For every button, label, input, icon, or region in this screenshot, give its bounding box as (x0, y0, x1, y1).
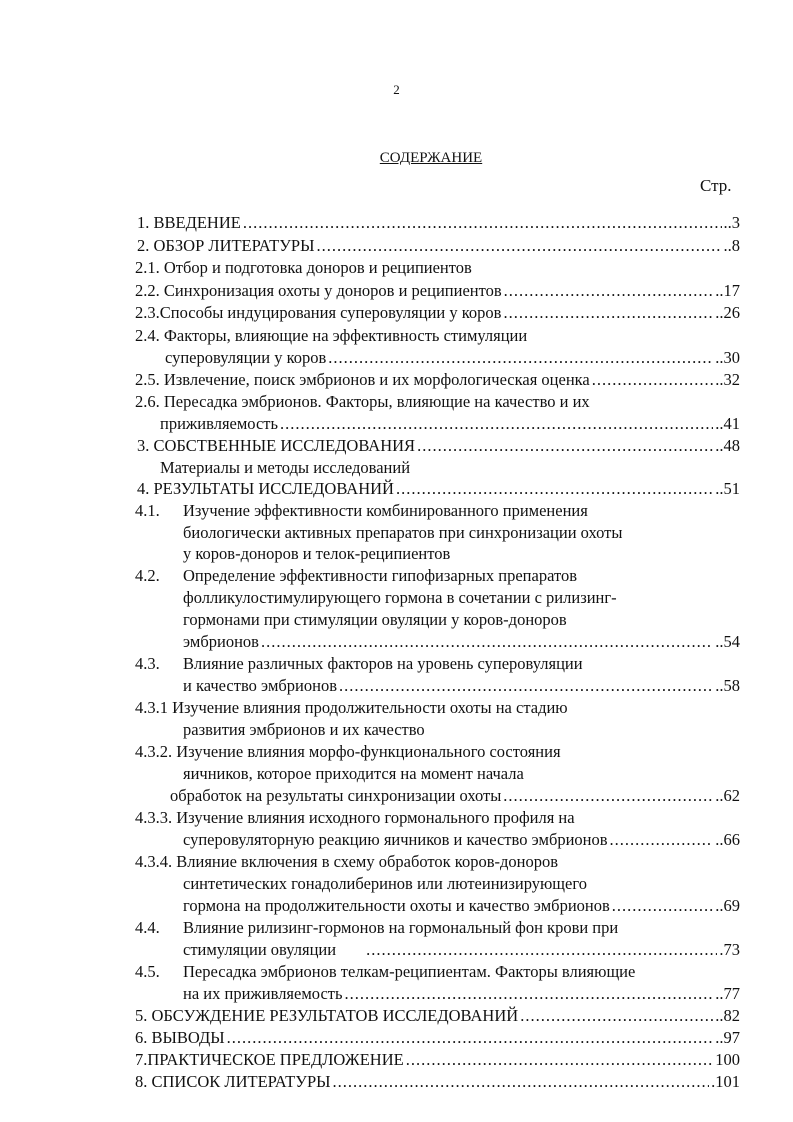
toc-entry-text: Изучение эффективности комбинированного применения (183, 501, 588, 520)
toc-entry (183, 609, 740, 631)
toc-entry-page: ..17 (715, 281, 740, 300)
toc-entry-text: гормонами при стимуляции овуляции у коров-доноров (183, 610, 567, 629)
toc-entry-text: суперовуляции у коров (165, 348, 327, 367)
toc-entry-text: стимуляции овуляции (183, 940, 337, 959)
toc-entry-text: суперовуляторную реакцию яичников и качество эмбрионов (183, 830, 608, 849)
toc-entry-page: 100 (715, 1050, 740, 1069)
toc-entry (183, 675, 740, 697)
toc-entry-page: ..51 (715, 479, 740, 498)
toc-entry-number: 4.2. (135, 566, 160, 585)
toc-entry-number: 4.1. (135, 501, 160, 520)
toc-entry-page: ..82 (715, 1006, 740, 1025)
toc-entry-text: 3. СОБСТВЕННЫЕ ИССЛЕДОВАНИЯ (137, 436, 416, 455)
toc-entry-page: ..69 (715, 896, 740, 915)
toc-entry (170, 785, 740, 807)
toc-entry (135, 280, 740, 302)
toc-entry (165, 347, 740, 369)
toc-entry (183, 631, 740, 653)
toc-entry-page: ..8 (723, 236, 740, 255)
toc-entry-page: .101 (711, 1072, 740, 1091)
page-number: 2 (393, 82, 400, 97)
toc-entry-page: ..97 (715, 1028, 740, 1047)
toc-entry-text: 4.3.3. Изучение влияния исходного гормонального профиля на (135, 808, 575, 827)
toc-entry-text: гормона на продолжительности охоты и качество эмбрионов (183, 896, 610, 915)
toc-entry-page: ..30 (715, 348, 740, 367)
toc-entry-text: 7.ПРАКТИЧЕСКОЕ ПРЕДЛОЖЕНИЕ (135, 1050, 404, 1069)
toc-entry-number: 4.4. (135, 918, 160, 937)
toc-entry-text: яичников, которое приходится на момент начала (183, 764, 524, 783)
toc-entry (135, 1027, 740, 1049)
toc-entry (135, 1071, 740, 1093)
toc-entry-page: .73 (719, 940, 740, 959)
toc-entry-text: Определение эффективности гипофизарных препаратов (183, 566, 578, 585)
toc-entry-text: на их приживляемость (183, 984, 343, 1003)
toc-entry-text: биологически активных препаратов при синхронизации охоты (183, 523, 623, 542)
toc-entry-text: Влияние рилизинг-гормонов на гормональный фон крови при (183, 918, 619, 937)
toc-entry (135, 851, 740, 873)
toc-entry-text: Материалы и методы исследований (160, 458, 411, 477)
toc-entry-text: развития эмбрионов и их качество (183, 720, 425, 739)
toc-entry (160, 413, 740, 435)
toc-entry-text: 2.6. Пересадка эмбрионов. Факторы, влияющие на качество и их (135, 392, 590, 411)
toc-entry-text: Пересадка эмбрионов телкам-реципиентам. Факторы влияющие (183, 962, 636, 981)
toc-entry (135, 565, 740, 587)
toc-entry-page: ..48 (715, 436, 740, 455)
toc-entry (183, 983, 740, 1005)
toc-entry-page: ..58 (715, 676, 740, 695)
toc-entry-page: ..41 (715, 414, 740, 433)
toc-entry-text: обработок на результаты синхронизации охоты (170, 786, 502, 805)
toc-title: СОДЕРЖАНИЕ (379, 150, 483, 166)
toc-entry-page: ..66 (715, 830, 740, 849)
toc-entry (183, 873, 740, 895)
toc-entry-text: Влияние различных факторов на уровень суперовуляции (183, 654, 583, 673)
toc-entry-text: 4.3.2. Изучение влияния морфо-функционального состояния (135, 742, 561, 761)
toc-entry (137, 478, 740, 500)
toc-entry-text: 5. ОБСУЖДЕНИЕ РЕЗУЛЬТАТОВ ИССЛЕДОВАНИЙ (135, 1006, 519, 1025)
toc-entry (135, 391, 740, 413)
toc-entry-text: фолликулостимулирующего гормона в сочетании с рилизинг- (183, 588, 617, 607)
toc-entry-text: и качество эмбрионов (183, 676, 337, 695)
toc-entry-page: ..77 (715, 984, 740, 1003)
toc-entry (135, 807, 740, 829)
toc-entry-text: 2.4. Факторы, влияющие на эффективность стимуляции (135, 326, 528, 345)
page-column-header: Стр. (700, 176, 732, 195)
toc-entry (183, 763, 740, 785)
toc-entry (183, 719, 740, 741)
toc-entry-text: 2.3.Способы индуцирования суперовуляции у коров (135, 303, 502, 322)
toc-entry (183, 543, 740, 565)
toc-entry (135, 1005, 740, 1027)
toc-entry-text: 4.3.4. Влияние включения в схему обработок коров-доноров (135, 852, 559, 871)
toc-entry-text: 4. РЕЗУЛЬТАТЫ ИССЛЕДОВАНИЙ (137, 479, 394, 498)
toc-entry (183, 939, 740, 961)
toc-entry-text: синтетических гонадолиберинов или лютеинизирующего (183, 874, 587, 893)
toc-entry (135, 369, 740, 391)
toc-entry-text: эмбрионов (183, 632, 259, 651)
toc-entry (135, 697, 740, 719)
toc-entry (135, 653, 740, 675)
toc-entry (135, 257, 740, 279)
toc-entry-number: 4.3. (135, 654, 160, 673)
toc-entry-text: 2.1. Отбор и подготовка доноров и реципиентов (135, 258, 472, 277)
toc-entry (137, 435, 740, 457)
toc-entry-number: 4.5. (135, 962, 160, 981)
toc-entry (183, 522, 740, 544)
toc-entry (135, 741, 740, 763)
toc-entry (135, 325, 740, 347)
toc-entry-text: 6. ВЫВОДЫ (135, 1028, 225, 1047)
toc-entry-text: 2.2. Синхронизация охоты у доноров и реципиентов (135, 281, 502, 300)
toc-entry (135, 500, 740, 522)
toc-entry (135, 302, 740, 324)
toc-entry-page: ..3 (723, 213, 740, 232)
toc-entry (135, 917, 740, 939)
toc-entry-text: 4.3.1 Изучение влияния продолжительности охоты на стадию (135, 698, 568, 717)
toc-entry (183, 895, 740, 917)
toc-entry (135, 1049, 740, 1071)
toc-entry-text: 1. ВВЕДЕНИЕ (137, 213, 241, 232)
toc-entry (137, 212, 740, 234)
toc-entry (135, 961, 740, 983)
toc-entry-page: ..54 (715, 632, 740, 651)
toc-entry (183, 587, 740, 609)
toc-entry (137, 235, 740, 257)
toc-entry (183, 829, 740, 851)
toc-entry-page: ..32 (715, 370, 740, 389)
toc-entry-page: ..62 (715, 786, 740, 805)
toc-entry-text: у коров-доноров и телок-реципиентов (183, 544, 451, 563)
toc-entry-text: 2. ОБЗОР ЛИТЕРАТУРЫ (137, 236, 315, 255)
toc-entry (160, 457, 740, 479)
toc-entry-text: 8. СПИСОК ЛИТЕРАТУРЫ (135, 1072, 331, 1091)
toc-entry-page: ..26 (715, 303, 740, 322)
toc-entry-text: 2.5. Извлечение, поиск эмбрионов и их морфологическая оценка (135, 370, 590, 389)
toc-entry-text: приживляемость (160, 414, 279, 433)
